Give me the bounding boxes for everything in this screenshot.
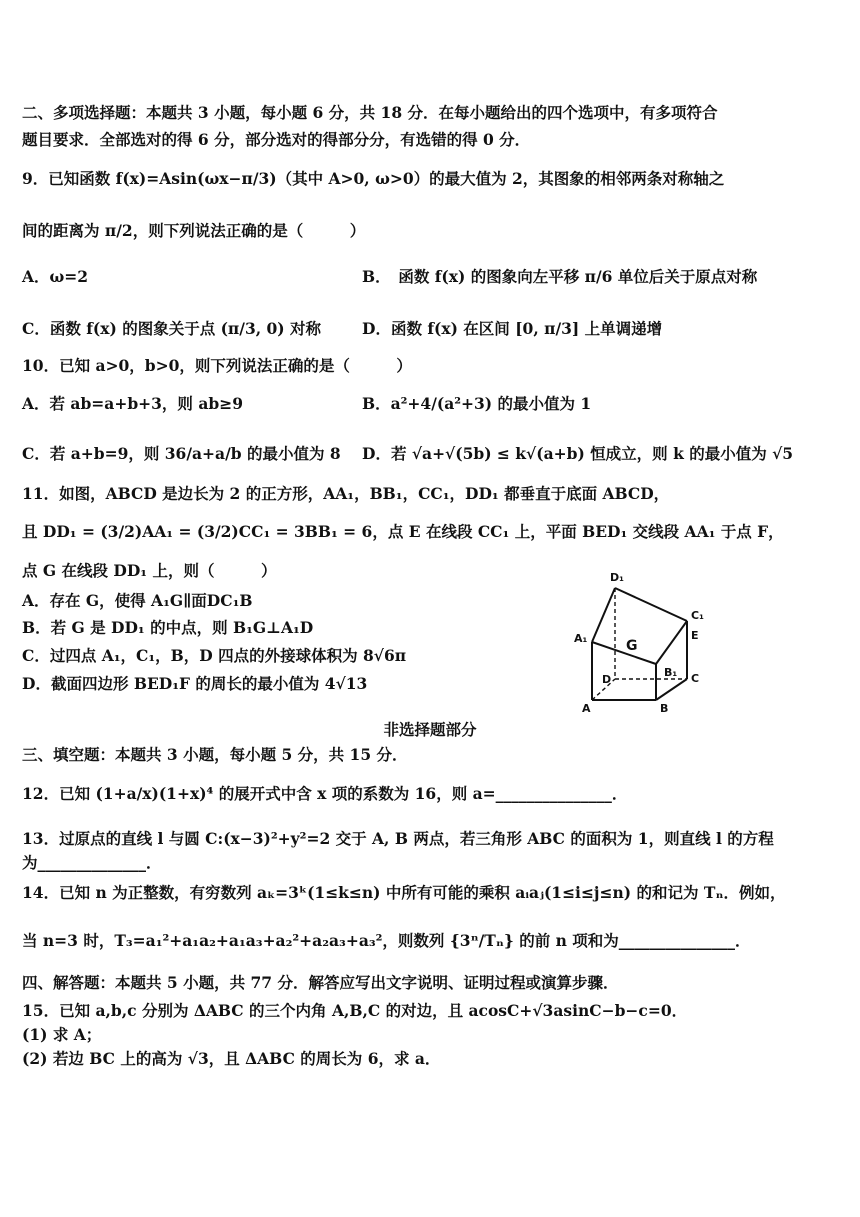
edge-A1D1: [592, 588, 615, 642]
q11-option-a: A．存在 G，使得 A₁G∥面DC₁B: [22, 591, 253, 610]
q11-option-c: C．过四点 A₁，C₁，B，D 四点的外接球体积为 8√6π: [22, 646, 407, 665]
edge-BC: [656, 679, 687, 700]
label-A: A: [582, 702, 591, 715]
label-C1: C₁: [691, 609, 704, 622]
q10-option-b: B．a²+4/(a²+3) 的最小值为 1: [362, 394, 592, 413]
q11-stem-line2: 且 DD₁ = (3/2)AA₁ = (3/2)CC₁ = 3BB₁ = 6，点 E 在线段 CC₁ 上，平面 BED₁ 交线段 AA₁ 于点 F，: [22, 522, 784, 541]
q10-stem: 10．已知 a>0，b>0，则下列说法正确的是（ ）: [22, 356, 412, 375]
edge-B1C1: [656, 621, 687, 664]
q11-stem-line1: 11．如图，ABCD 是边长为 2 的正方形，AA₁，BB₁，CC₁，DD₁ 都垂直于底面 ABCD，: [22, 484, 670, 503]
label-D: D: [602, 673, 612, 686]
label-B: B: [660, 702, 669, 715]
q9-stem-line1: 9．已知函数 f(x)=Asin(ωx−π/3)（其中 A>0, ω>0）的最大值为 2，其图象的相邻两条对称轴之: [22, 169, 725, 188]
q9-stem-line2: 间的距离为 π/2，则下列说法正确的是（ ）: [22, 221, 366, 240]
q9-option-c: C．函数 f(x) 的图象关于点 (π/3, 0) 对称: [22, 319, 322, 338]
section2-heading-line2: 题目要求．全部选对的得 6 分，部分选对的得部分分，有选错的得 0 分．: [22, 130, 531, 149]
label-D1: D₁: [610, 571, 624, 584]
q13-line2: 为______________．: [22, 853, 162, 872]
q10-option-a: A．若 ab=a+b+3，则 ab≥9: [22, 394, 243, 413]
q15-part2: (2) 若边 BC 上的高为 √3，且 ΔABC 的周长为 6，求 a．: [22, 1049, 441, 1068]
q11-option-b: B．若 G 是 DD₁ 的中点，则 B₁G⊥A₁D: [22, 618, 314, 637]
q9-options-row1: [22, 268, 838, 287]
q13-line1: 13．过原点的直线 l 与圆 C:(x−3)²+y²=2 交于 A, B 两点，若三角形 ABC 的面积为 1，则直线 l 的方程: [22, 829, 774, 848]
label-B1: B₁: [664, 666, 678, 679]
label-G: G: [626, 638, 638, 654]
q10-option-d: D．若 √a+√(5b) ≤ k√(a+b) 恒成立，则 k 的最小值为 √5: [362, 444, 794, 463]
label-E: E: [691, 629, 699, 642]
q11-stem-line3: 点 G 在线段 DD₁ 上，则（ ）: [22, 561, 277, 580]
label-A1: A₁: [574, 632, 588, 645]
q15-part1: (1) 求 A；: [22, 1025, 102, 1044]
section2-heading-line1: 二、多项选择题：本题共 3 小题，每小题 6 分，共 18 分．在每小题给出的四个选项中，有多项符合: [22, 103, 718, 122]
q9-option-b: B． 函数 f(x) 的图象向左平移 π/6 单位后关于原点对称: [362, 267, 758, 286]
edge-D1C1: [615, 588, 687, 621]
edge-A1B1: [592, 642, 656, 664]
q14-line1: 14．已知 n 为正整数，有穷数列 aₖ=3ᵏ(1≤k≤n) 中所有可能的乘积 aᵢaⱼ(1≤i≤j≤n) 的和记为 Tₙ．例如，: [22, 883, 786, 902]
part2-title: 非选择题部分: [383, 720, 477, 739]
section4-heading: 四、解答题：本题共 5 小题，共 77 分．解答应写出文字说明、证明过程或演算步骤．: [22, 973, 619, 992]
q12-text: 12．已知 (1+a/x)(1+x)⁴ 的展开式中含 x 项的系数为 16，则 a=_______________．: [22, 784, 628, 803]
q11-option-d: D．截面四边形 BED₁F 的周长的最小值为 4√13: [22, 674, 368, 693]
q11-solid-figure: [570, 566, 720, 716]
q14-line2: 当 n=3 时，T₃=a₁²+a₁a₂+a₁a₃+a₂²+a₂a₃+a₃²，则数列 {3ⁿ/Tₙ} 的前 n 项和为_______________．: [22, 931, 751, 950]
q10-option-c: C．若 a+b=9，则 36/a+a/b 的最小值为 8: [22, 444, 341, 463]
label-C: C: [691, 672, 700, 685]
q9-options-row2: [22, 320, 838, 339]
q10-options-row1: [22, 395, 838, 414]
q15-stem: 15．已知 a,b,c 分别为 ΔABC 的三个内角 A,B,C 的对边，且 acosC+√3asinC−b−c=0．: [22, 1001, 688, 1020]
q9-option-d: D．函数 f(x) 在区间 [0, π/3] 上单调递增: [362, 319, 663, 338]
q9-option-a: A．ω=2: [22, 267, 89, 286]
q10-options-row2: [22, 445, 838, 464]
section3-heading: 三、填空题：本题共 3 小题，每小题 5 分，共 15 分．: [22, 745, 408, 764]
